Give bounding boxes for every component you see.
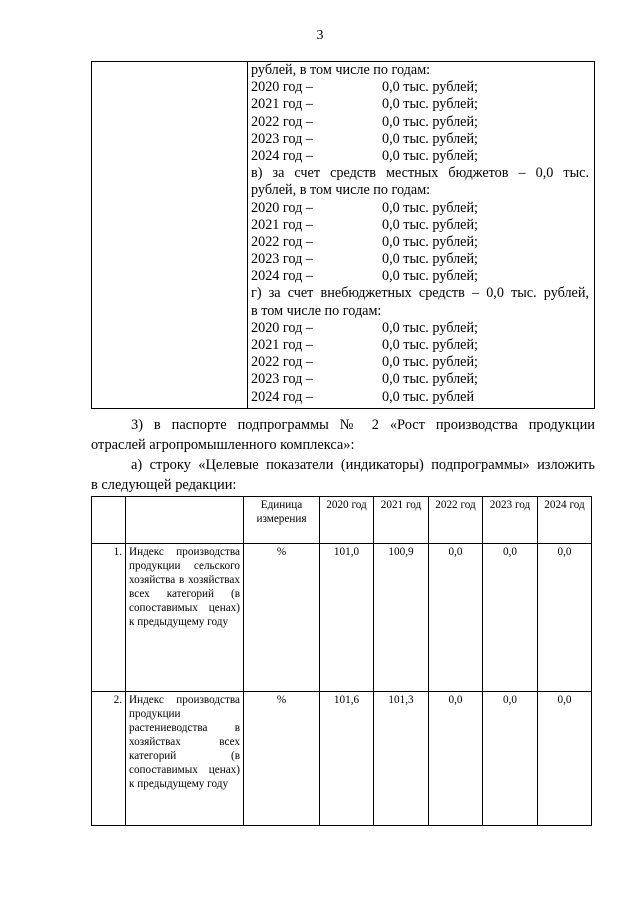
extra-budget-line: г) за счет внебюджетных средств – 0,0 тыс. рублей,: [251, 285, 589, 302]
value-cell: 100,9: [374, 544, 429, 692]
paragraph-3-line2: отраслей агропромышленного комплекса»:: [91, 437, 355, 453]
unit-cell: %: [244, 692, 320, 826]
funding-year-row: 2024 год – 0,0 тыс. рублей;: [251, 268, 478, 285]
value-cell: 101,6: [320, 692, 374, 826]
local-budget-line: рублей, в том числе по годам:: [251, 182, 431, 199]
unit-cell: %: [244, 544, 320, 692]
header-year: 2023 год: [483, 497, 538, 544]
paragraph-3-line1: 3) в паспорте подпрограммы № 2 «Рост производства продукции: [131, 417, 595, 433]
indicator-name: Индекс производства продукции растениеводства в хозяйствах всех категорий (в сопоставимых ценах) к предыдущему году: [126, 692, 244, 826]
funding-cell: [251, 62, 589, 406]
value-cell: 101,0: [320, 544, 374, 692]
header-year: 2024 год: [538, 497, 592, 544]
header-unit: Единица измерения: [244, 497, 320, 544]
header-year: 2021 год: [374, 497, 429, 544]
header-cell: [92, 497, 126, 544]
funding-year-row: 2020 год – 0,0 тыс. рублей;: [251, 319, 478, 336]
value-cell: 0,0: [483, 692, 538, 826]
indicators-table: [91, 496, 592, 826]
funding-intro: рублей, в том числе по годам:: [251, 62, 431, 78]
column-divider: [247, 62, 248, 408]
row-number: 2.: [92, 692, 126, 826]
funding-year-row: 2020 год – 0,0 тыс. рублей;: [251, 199, 478, 216]
paragraph-a: [91, 455, 595, 495]
value-cell: 0,0: [538, 544, 592, 692]
funding-year-row: 2022 год – 0,0 тыс. рублей;: [251, 113, 478, 130]
funding-year-row: 2022 год – 0,0 тыс. рублей;: [251, 354, 478, 371]
value-cell: 0,0: [429, 544, 483, 692]
funding-year-row: 2023 год – 0,0 тыс. рублей;: [251, 251, 478, 268]
value-cell: 0,0: [429, 692, 483, 826]
funding-year-row: 2021 год – 0,0 тыс. рублей;: [251, 337, 478, 353]
table-header-row: [92, 497, 592, 544]
extra-budget-line: в том числе по годам:: [251, 302, 382, 319]
funding-year-row: 2024 год – 0,0 тыс. рублей: [251, 388, 475, 405]
funding-year-row: 2022 год – 0,0 тыс. рублей;: [251, 233, 478, 250]
paragraph-3: [91, 415, 595, 455]
header-year: 2022 год: [429, 497, 483, 544]
row-number: 1.: [92, 544, 126, 692]
local-budget-line: в) за счет средств местных бюджетов – 0,0 тыс.: [251, 165, 589, 182]
header-year: 2020 год: [320, 497, 374, 544]
table-row: [92, 544, 592, 692]
funding-table: [91, 61, 595, 409]
paragraph-a-line1: а) строку «Целевые показатели (индикаторы) подпрограммы» изложить: [131, 457, 595, 473]
funding-year-row: 2024 год – 0,0 тыс. рублей;: [251, 147, 478, 164]
table-row: [92, 692, 592, 826]
funding-year-row: 2023 год – 0,0 тыс. рублей;: [251, 130, 478, 147]
value-cell: 0,0: [538, 692, 592, 826]
funding-year-row: 2023 год – 0,0 тыс. рублей;: [251, 371, 478, 388]
value-cell: 101,3: [374, 692, 429, 826]
funding-year-row: 2021 год – 0,0 тыс. рублей;: [251, 216, 478, 233]
header-cell: [126, 497, 244, 544]
funding-year-row: 2020 год – 0,0 тыс. рублей;: [251, 79, 478, 96]
funding-year-row: 2021 год – 0,0 тыс. рублей;: [251, 96, 478, 113]
value-cell: 0,0: [483, 544, 538, 692]
page-number: 3: [316, 28, 324, 43]
paragraph-a-line2: в следующей редакции:: [91, 477, 237, 493]
indicator-name: Индекс производства продукции сельского хозяйства в хозяйствах всех категорий (в сопоставимых ценах) к предыдущему году: [126, 544, 244, 692]
